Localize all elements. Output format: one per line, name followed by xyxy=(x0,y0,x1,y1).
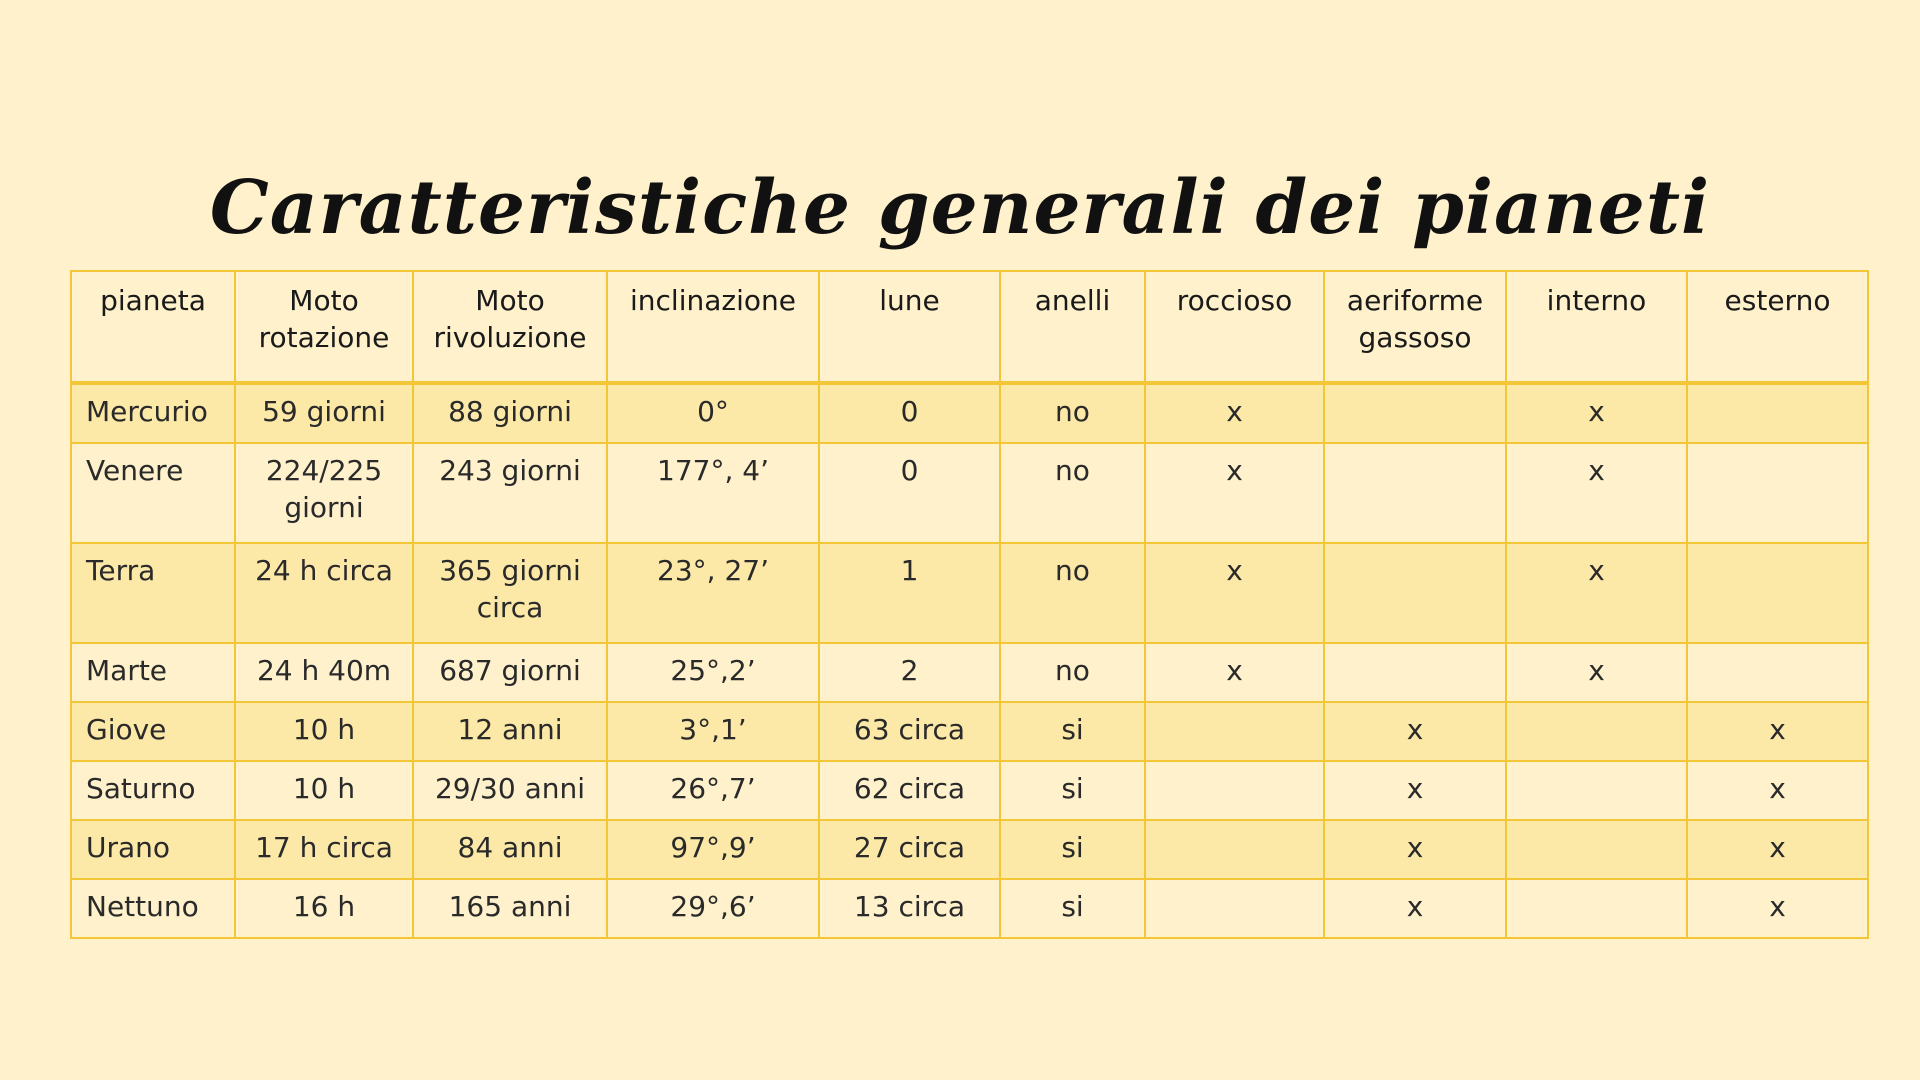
cell-interno xyxy=(1506,702,1687,761)
cell-pianeta: Marte xyxy=(71,643,235,702)
cell-lune: 27 circa xyxy=(819,820,1000,879)
cell-roccioso: x xyxy=(1145,643,1324,702)
cell-interno xyxy=(1506,761,1687,820)
table-row xyxy=(71,643,1868,702)
cell-rivoluzione: 84 anni xyxy=(413,820,607,879)
cell-lune: 0 xyxy=(819,383,1000,443)
cell-anelli: si xyxy=(1000,761,1145,820)
cell-lune: 13 circa xyxy=(819,879,1000,938)
cell-lune: 1 xyxy=(819,543,1000,643)
cell-rotazione: 17 h circa xyxy=(235,820,413,879)
header-aeriforme-gassoso: aeriforme gassoso xyxy=(1324,271,1506,383)
header-moto-rivoluzione: Moto rivoluzione xyxy=(413,271,607,383)
header-inclinazione: inclinazione xyxy=(607,271,819,383)
header-roccioso: roccioso xyxy=(1145,271,1324,383)
cell-rotazione: 224/225 giorni xyxy=(235,443,413,543)
cell-rivoluzione: 29/30 anni xyxy=(413,761,607,820)
cell-roccioso: x xyxy=(1145,443,1324,543)
cell-rivoluzione: 243 giorni xyxy=(413,443,607,543)
cell-pianeta: Urano xyxy=(71,820,235,879)
cell-roccioso: x xyxy=(1145,543,1324,643)
cell-anelli: no xyxy=(1000,543,1145,643)
header-interno: interno xyxy=(1506,271,1687,383)
table-row xyxy=(71,761,1868,820)
cell-esterno xyxy=(1687,643,1868,702)
cell-inclinazione: 25°,2’ xyxy=(607,643,819,702)
cell-anelli: si xyxy=(1000,820,1145,879)
cell-rotazione: 59 giorni xyxy=(235,383,413,443)
header-moto-rotazione: Moto rotazione xyxy=(235,271,413,383)
cell-rivoluzione: 165 anni xyxy=(413,879,607,938)
table-row xyxy=(71,543,1868,643)
cell-pianeta: Venere xyxy=(71,443,235,543)
cell-interno: x xyxy=(1506,643,1687,702)
cell-lune: 2 xyxy=(819,643,1000,702)
cell-inclinazione: 0° xyxy=(607,383,819,443)
cell-interno xyxy=(1506,879,1687,938)
cell-inclinazione: 177°, 4’ xyxy=(607,443,819,543)
header-anelli: anelli xyxy=(1000,271,1145,383)
cell-pianeta: Saturno xyxy=(71,761,235,820)
cell-esterno xyxy=(1687,383,1868,443)
cell-rotazione: 10 h xyxy=(235,761,413,820)
cell-roccioso xyxy=(1145,879,1324,938)
cell-inclinazione: 23°, 27’ xyxy=(607,543,819,643)
cell-aeriforme: x xyxy=(1324,702,1506,761)
cell-esterno xyxy=(1687,443,1868,543)
cell-rotazione: 24 h 40m xyxy=(235,643,413,702)
cell-inclinazione: 3°,1’ xyxy=(607,702,819,761)
cell-anelli: no xyxy=(1000,643,1145,702)
cell-esterno: x xyxy=(1687,761,1868,820)
cell-esterno: x xyxy=(1687,702,1868,761)
cell-pianeta: Terra xyxy=(71,543,235,643)
cell-interno: x xyxy=(1506,383,1687,443)
cell-aeriforme: x xyxy=(1324,761,1506,820)
cell-esterno: x xyxy=(1687,820,1868,879)
cell-inclinazione: 26°,7’ xyxy=(607,761,819,820)
table-row xyxy=(71,443,1868,543)
cell-roccioso xyxy=(1145,761,1324,820)
cell-roccioso: x xyxy=(1145,383,1324,443)
cell-lune: 63 circa xyxy=(819,702,1000,761)
cell-anelli: si xyxy=(1000,879,1145,938)
cell-rotazione: 16 h xyxy=(235,879,413,938)
cell-lune: 0 xyxy=(819,443,1000,543)
cell-aeriforme xyxy=(1324,643,1506,702)
cell-esterno xyxy=(1687,543,1868,643)
cell-rivoluzione: 12 anni xyxy=(413,702,607,761)
table-row xyxy=(71,879,1868,938)
cell-roccioso xyxy=(1145,702,1324,761)
cell-roccioso xyxy=(1145,820,1324,879)
cell-inclinazione: 97°,9’ xyxy=(607,820,819,879)
cell-interno: x xyxy=(1506,543,1687,643)
table-row xyxy=(71,383,1868,443)
cell-rotazione: 24 h circa xyxy=(235,543,413,643)
cell-lune: 62 circa xyxy=(819,761,1000,820)
cell-anelli: no xyxy=(1000,443,1145,543)
planets-table xyxy=(70,270,1869,939)
header-esterno: esterno xyxy=(1687,271,1868,383)
cell-pianeta: Giove xyxy=(71,702,235,761)
cell-rivoluzione: 88 giorni xyxy=(413,383,607,443)
cell-interno xyxy=(1506,820,1687,879)
cell-aeriforme: x xyxy=(1324,820,1506,879)
header-lune: lune xyxy=(819,271,1000,383)
cell-aeriforme xyxy=(1324,383,1506,443)
cell-anelli: si xyxy=(1000,702,1145,761)
cell-rotazione: 10 h xyxy=(235,702,413,761)
cell-anelli: no xyxy=(1000,383,1145,443)
cell-pianeta: Mercurio xyxy=(71,383,235,443)
page-title: Caratteristiche generali dei pianeti xyxy=(209,164,1711,251)
cell-rivoluzione: 687 giorni xyxy=(413,643,607,702)
cell-aeriforme xyxy=(1324,443,1506,543)
table-header-row xyxy=(71,271,1868,383)
cell-rivoluzione: 365 giorni circa xyxy=(413,543,607,643)
table-row xyxy=(71,702,1868,761)
cell-aeriforme xyxy=(1324,543,1506,643)
cell-inclinazione: 29°,6’ xyxy=(607,879,819,938)
cell-pianeta: Nettuno xyxy=(71,879,235,938)
cell-interno: x xyxy=(1506,443,1687,543)
cell-aeriforme: x xyxy=(1324,879,1506,938)
cell-esterno: x xyxy=(1687,879,1868,938)
table-row xyxy=(71,820,1868,879)
header-pianeta: pianeta xyxy=(71,271,235,383)
